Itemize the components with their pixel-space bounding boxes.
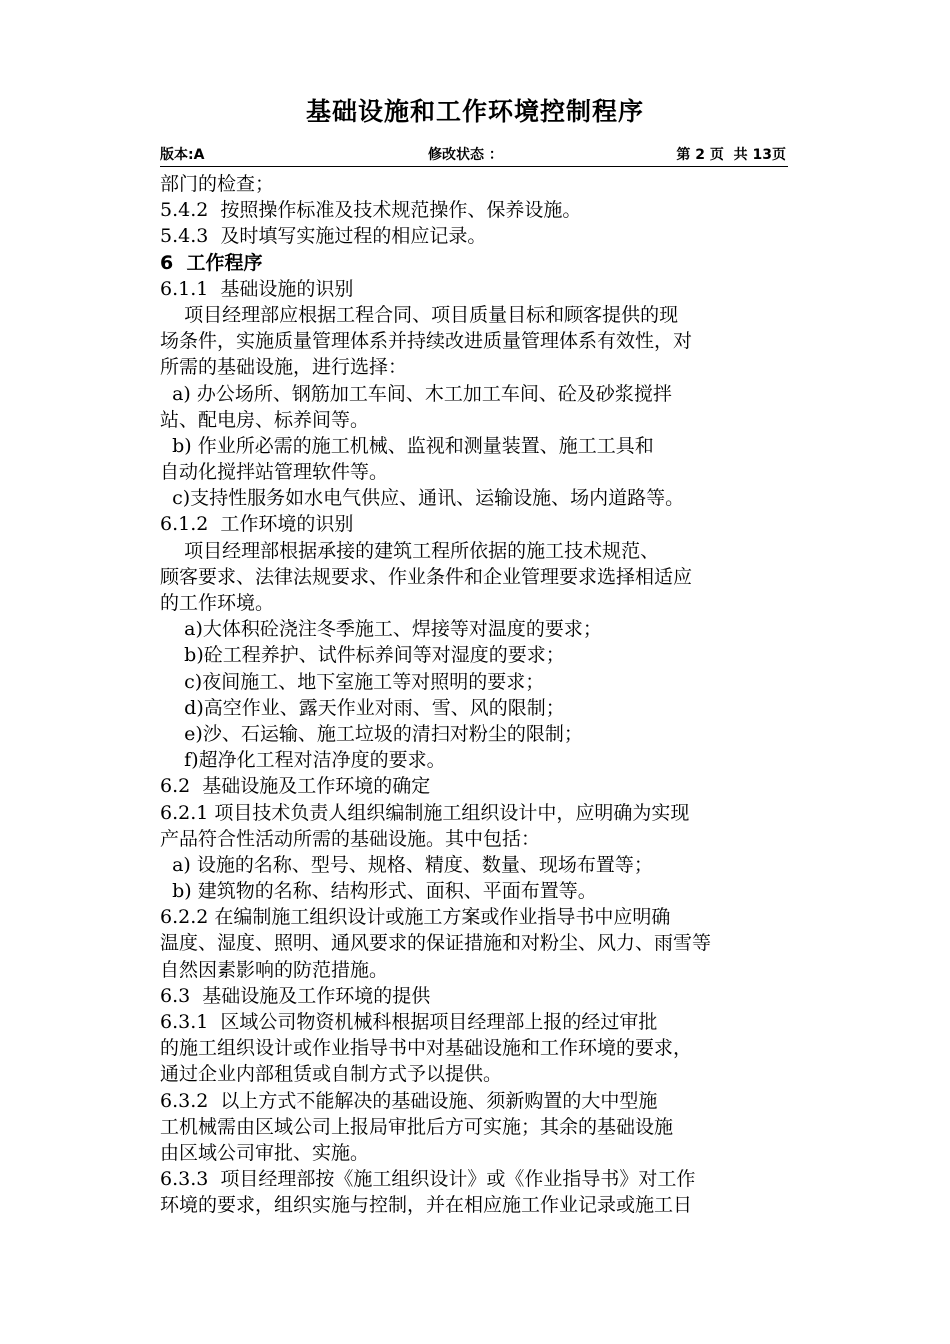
header-version: 版本:A [160,147,205,163]
body-line: 通过企业内部租赁或自制方式予以提供。 [160,1063,503,1086]
body-line: 项目经理部应根据工程合同、项目质量目标和顾客提供的现 [160,303,679,326]
body-line: 环境的要求，组织实施与控制，并在相应施工作业记录或施工日 [160,1194,693,1217]
body-line: 自动化搅拌站管理软件等。 [160,461,389,484]
body-line: 6.3.2 以上方式不能解决的基础设施、须新购置的大中型施 [160,1089,658,1112]
body-line: 项目经理部根据承接的建筑工程所依据的施工技术规范、 [160,539,660,562]
document-body [160,171,820,1219]
body-line: 工机械需由区域公司上报局审批后方可实施；其余的基础设施 [160,1115,674,1138]
body-line: 温度、湿度、照明、通风要求的保证措施和对粉尘、风力、雨雪等 [160,932,712,955]
body-line: 自然因素影响的防范措施。 [160,958,389,981]
list-item: b)砼工程养护、试件标养间等对湿度的要求； [160,644,565,667]
subsection-heading: 6.1.1 基础设施的识别 [160,277,354,300]
document-title: 基础设施和工作环境控制程序 [305,97,644,126]
subsection-heading: 6.3 基础设施及工作环境的提供 [160,984,431,1007]
body-line: 所需的基础设施，进行选择： [160,356,408,379]
subsection-heading: 6.2 基础设施及工作环境的确定 [160,775,431,798]
header-page-number: 第 2 页 共 13页 [676,147,786,163]
list-item: e)沙、石运输、施工垃圾的清扫对粉尘的限制； [160,722,583,745]
body-line: 站、配电房、标养间等。 [160,408,370,431]
body-line: 的工作环境。 [160,592,275,614]
list-item: a) 设施的名称、型号、规格、精度、数量、现场布置等； [160,853,653,876]
list-item: c)夜间施工、地下室施工等对照明的要求； [160,670,545,693]
body-line: 5.4.3 及时填写实施过程的相应记录。 [160,225,487,248]
body-line: 5.4.2 按照操作标准及技术规范操作、保养设施。 [160,199,582,222]
body-line: 场条件，实施质量管理体系并持续改进质量管理体系有效性，对 [160,330,693,353]
list-item: a)大体积砼浇注冬季施工、焊接等对温度的要求； [160,618,602,641]
body-line: 6.3.1 区域公司物资机械科根据项目经理部上报的经过审批 [160,1011,658,1033]
list-item: b) 建筑物的名称、结构形式、面积、平面布置等。 [160,880,597,903]
list-item: a) 办公场所、钢筋加工车间、木工加工车间、砼及砂浆搅拌 [160,382,672,405]
body-line: 由区域公司审批、实施。 [160,1141,370,1164]
section-heading: 6 工作程序 [160,251,263,274]
body-line: 6.2.2 在编制施工组织设计或施工方案或作业指导书中应明确 [160,906,671,929]
document-header [160,144,788,167]
body-line: 6.2.1 项目技术负责人组织编制施工组织设计中，应明确为实现 [160,801,690,824]
body-line: 产品符合性活动所需的基础设施。其中包括： [160,827,541,850]
list-item: b) 作业所必需的施工机械、监视和测量装置、施工工具和 [160,434,654,457]
list-item: d)高空作业、露天作业对雨、雪、风的限制； [160,696,565,719]
body-line: 部门的检查； [160,173,275,195]
body-line: 顾客要求、法律法规要求、作业条件和企业管理要求选择相适应 [160,565,693,588]
header-status: 修改状态 ： [428,147,503,163]
subsection-heading: 6.1.2 工作环境的识别 [160,513,354,536]
body-line: 6.3.3 项目经理部按《施工组织设计》或《作业指导书》对工作 [160,1168,696,1191]
body-line: 的施工组织设计或作业指导书中对基础设施和工作环境的要求， [160,1037,693,1060]
list-item: f)超净化工程对洁净度的要求。 [160,749,446,772]
list-item: c)支持性服务如水电气供应、通讯、运输设施、场内道路等。 [160,487,685,510]
